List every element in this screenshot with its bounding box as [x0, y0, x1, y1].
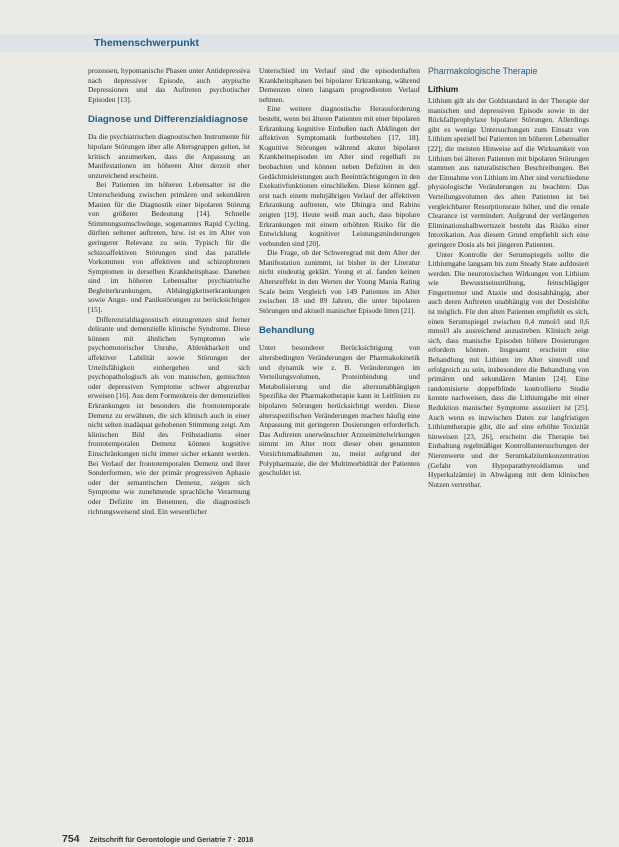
paragraph: Da die psychiatrischen diagnostischen Instrumente für bipolare Störungen über alle Altersgruppen gelten, ist kritisch anzumerken, dass die Anpassung an Manifestationen im höheren Alter derzeit eher unzureichend erscheint. — [88, 132, 250, 180]
column-middle — [259, 66, 420, 478]
paragraph: Unter Kontrolle der Serumspiegels sollte die Lithiumgabe langsam bis zum Steady State aufdosiert werden. Die neurotoxischen Wirkungen von Lithium wie Bewusstseinstrübung, feinschlägiger Fingertremor und Ataxie und dosisabhängig, aber auch deren Auftreten unabhängig von der Dosishöhe ist möglich. Für den alten Patienten empfiehlt es sich, einen Serumspiegel zwischen 0,4 mmol/l und 0,6 mmol/l als ausreichend anzustreben. Klinisch zeigt sich, dass manische Episoden höhere Dosierungen erfordern können. Insgesamt erscheint eine Behandlung mit Lithium im Alter sinnvoll und erfolgreich zu sein, insbesondere die Behandlung von primären und sekundären Manien [24]. Eine randomisierte doppelblinde kontrollierte Studie konnte nachweisen, dass die Lithiumgabe mit einer Reduktion manischer Symptome assoziiert ist [25]. Auch wenn es inzwischen Daten zur langfristigen Lithiumtherapie gibt, die auf eine erhöhte Toxizität hinweisen [23, 26], erscheint die Therapie bei Einhaltung regelmäßiger Kontrolluntersuchungen der Nierenwerte und der Serumkalziumkonzentration (Gefahr von Hypoparathyreoidismus und Hyperkalzämie) in Abwägung mit dem klinischen Nutzen vertretbar. — [428, 249, 589, 489]
paragraph: prozessen, hypomanische Phasen unter Antidepressiva nach depressiver Episode, auch atypische Depressionen und das Auftreten psychotischer Episoden [13]. — [88, 66, 250, 104]
paragraph: Unter besonderer Berücksichtigung von altersbedingten Veränderungen der Pharmakokinetik und dynamik wie z. B. Veränderungen im Verteilungsvolumen, Proteinbindung und Metabolisierung und die altersunabhängigen Spezifika der Pharmakotherapie kann in Leitlinien zu bipolaren Störungen berücksichtigt werden. Diese altersspezifischen Veränderungen machen häufig eine Anpassung mit geringeren Dosierungen erforderlich. Das Auftreten unerwünschter Arzneimittelwirkungen nimmt im Alter trotz dieser oben genannten Vorsichtsmaßnahmen zu, meist aufgrund der Polypharmazie, die der Multimorbidität der Patienten geschuldet ist. — [259, 343, 420, 478]
subsection-heading-lithium: Lithium — [428, 84, 459, 94]
subsection-heading-pharmakologische-therapie: Pharmakologische Therapie — [428, 66, 538, 76]
paragraph: Lithium gilt als der Goldstandard in der Therapie der manischen und depressiven Episode sowie in der Rückfallprophylaxe bipolarer Störungen. Allerdings gibt es wenige Untersuchungen zum Einsatz von Lithium speziell bei Patienten im höheren Lebensalter [22]; die meisten Hinweise auf die Wirksamkeit von Lithium bei älteren Patienten mit bipolaren Störungen stammen aus naturalistischen Beschreibungen. Bei der Einnahme von Lithium im Alter sind verschiedene physiologische Veränderungen zu beachten: Das Verteilungsvolumen des alten Patienten ist bei vergleichbarer Resorptionsrate höher, und die renale Clearance ist vermindert. Aufgrund der verlängerten Eliminationshalbwertszeit besteht das Risiko einer Intoxikation. Aus diesem Grund empfiehlt sich eine geringere Dosis als bei jüngeren Patienten. — [428, 96, 589, 249]
paragraph: Differenzialdiagnostisch einzugrenzen sind ferner delirante und demenzielle klinische Syndrome. Diese können mit ähnlichen Symptomen wie psychomotorischer Unruhe, Ablenkbarkeit und affektiver Labilität sowie Störungen der Urteilsfähigkeit einhergehen und sich psychopathologisch als von manischen, gemischten oder depressiven Symptome schwer abgrenzbar erweisen [16]. Aus dem Formenkreis der demenziellen Erkrankungen ist besonders die frontotemporale Demenz zu erwähnen, die sich klinisch auch in einer nicht selten inadäquat gehobenen Stimmung zeigt. Am klinischen Bild des Frühstadiums einer frontotemporalen Demenz können kognitive Einschränkungen nicht immer sicher erkannt werden. Bei Verlauf der frontotemporalen Demenz und ihrer Sonderformen, wie der primär progressiven Aphasie oder der semantischen Demenz, zeigen sich Symptome wie zunehmende sprachliche Verarmung oder Defizite im Benennen, die diagnostisch richtungsweisend sind. Ein wesentlicher — [88, 314, 250, 516]
page-number: 754 — [62, 833, 80, 845]
column-left — [88, 66, 250, 516]
section-heading-diagnose: Diagnose und Differenzialdiagnose — [88, 114, 248, 126]
paragraph: Unterschied im Verlauf sind die episodenhaften Krankheitsphasen bei bipolarer Erkrankung, während Demenzen einen langsam progredienten Verlauf nehmen. — [259, 66, 420, 104]
paragraph: Bei Patienten im höheren Lebensalter ist die Unterscheidung zwischen primären und sekundären Manien für die Diagnostik einer bipolaren Störung von größerer Bedeutung [14]. Schnelle Stimmungsumschwünge, sogenanntes Rapid Cycling, dürften seltener auftreten, bzw. ist es im Alter von geringerer Relevanz zu sein. Typisch für die schizoaffektiven Störungen sind das parallele Vorkommen von affektiven und schizophrenen Symptomen in derselben Krankheitsphase. Daneben sind im höheren Lebensalter psychiatrische Begleiterkrankungen, Abhängigkeitserkrankungen sowie Angst- und Panikstörungen zu berücksichtigen [15]. — [88, 180, 250, 315]
journal-citation: Zeitschrift für Gerontologie und Geriatrie 7 · 2018 — [89, 837, 254, 844]
column-right — [428, 66, 589, 489]
paragraph: Die Frage, ob der Schweregrad mit dem Alter der Manifestation zunimmt, ist bisher in der Literatur nicht eindeutig geklärt. Young et al. fanden keinen Altersreffekt in den Werten der Young Mania Rating Scale beim Vergleich von 149 Patienten im Alter zwischen 18 und 89 Jahren, die unter bipolaren Störungen und aktuell manischer Episode litten [21]. — [259, 248, 420, 315]
section-title: Themenschwerpunkt — [94, 37, 200, 49]
header-band — [0, 34, 619, 52]
section-heading-behandlung: Behandlung — [259, 325, 315, 337]
paragraph: Eine weitere diagnostische Herausforderung besteht, wenn bei älteren Patienten mit einer bipolaren Erkrankung kognitive Einbußen nach Abklingen der affektiven Symptomatik fortbestehen [17, 18]. Kognitive Störungen während akuter bipolarer Krankheitsepisoden im Alter sind regelhaft zu beobachten und können neben Defiziten in den Gedächtnisleistungen auch Beeinträchtigungen in den Exekutivfunktionen einschließen. Diese können ggf. erst nach einem mehrjährigen Verlauf der affektiven Erkrankung auftreten, wie Dhingra und Rabins zeigten [19]. Heute weiß man auch, dass bipolare Erkrankungen mit einem erhöhten Risiko für die Entwicklung kognitiver Leistungsminderungen verbunden sind [20]. — [259, 104, 420, 248]
page-footer — [62, 833, 253, 845]
